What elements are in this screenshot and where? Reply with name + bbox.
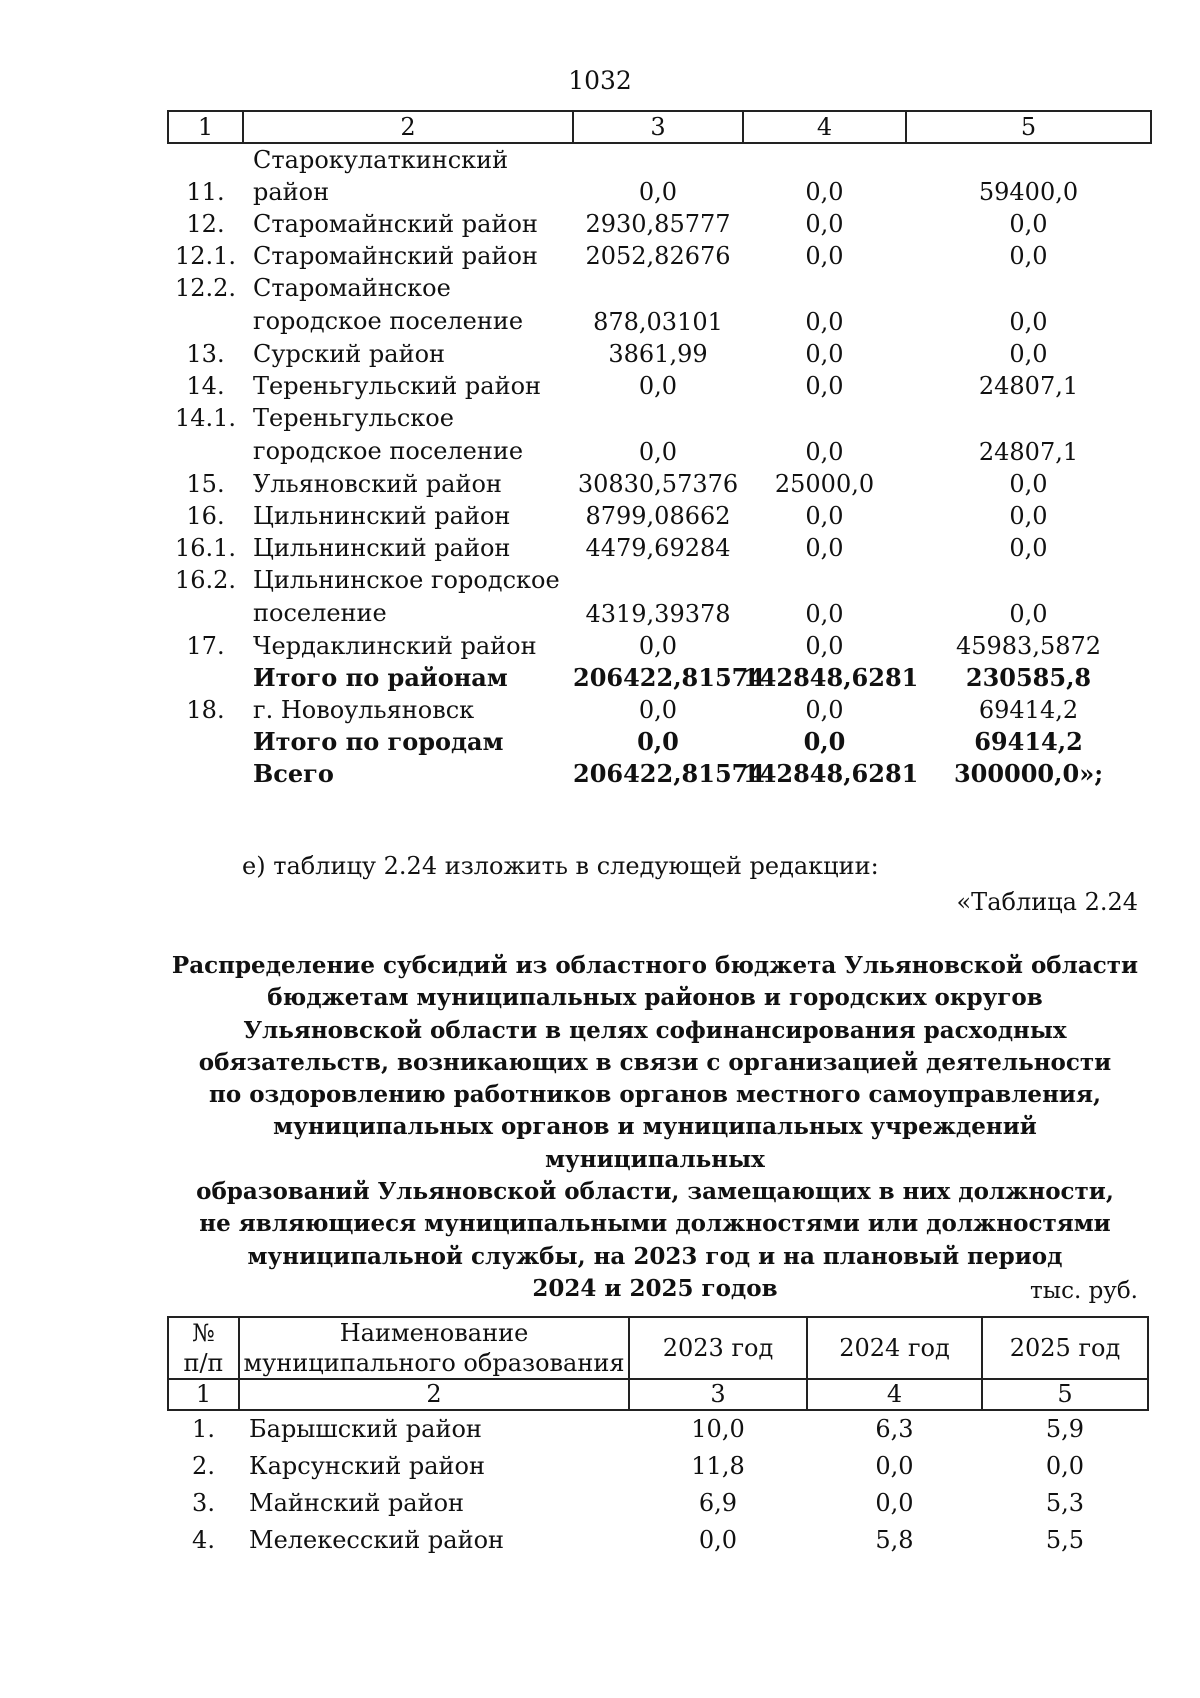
header-name-line1: Наименование (339, 1319, 529, 1347)
value-2025: 59400,0 (978, 178, 1079, 206)
value-2024: 0,0 (805, 696, 844, 724)
row-number: 14. (186, 372, 225, 400)
table-row (168, 630, 1151, 662)
value-2024: 5,8 (875, 1526, 914, 1554)
value-2024: 142848,6281 (743, 759, 919, 788)
heading-line: Ульяновской области в целях софинансирования расходных (243, 1016, 1067, 1044)
value-2025: 24807,1 (978, 372, 1079, 400)
value-2024: 0,0 (805, 534, 844, 562)
row-name: Мелекесский район (249, 1526, 505, 1554)
table-row (168, 338, 1151, 370)
heading-line: по оздоровлению работников органов местного самоуправления, (209, 1081, 1101, 1109)
value-2023: 206422,81574 (573, 759, 766, 788)
header-name (239, 1317, 629, 1379)
value-2024: 25000,0 (774, 470, 875, 498)
value-2024: 0,0 (803, 727, 846, 756)
value-2023: 2052,82676 (585, 242, 731, 270)
heading-line: муниципальных органов и муниципальных учреждений муниципальных (273, 1113, 1037, 1173)
header-cell: 2 (243, 111, 573, 143)
value-2025: 69414,2 (974, 727, 1083, 756)
row-number: 2. (192, 1452, 215, 1480)
value-2023: 6,9 (698, 1489, 738, 1517)
row-number: 11. (186, 178, 225, 206)
row-number (168, 726, 243, 758)
row-number (168, 758, 243, 790)
row-name: Старомайнское городское поселение (253, 274, 524, 335)
value-2023: 4479,69284 (585, 534, 731, 562)
header-cell: 4 (807, 1379, 982, 1410)
value-2025: 230585,8 (965, 663, 1092, 692)
value-2023: 4319,39378 (585, 600, 731, 628)
table-row (168, 1485, 1148, 1522)
table-heading (160, 950, 1150, 1305)
table-row-subtotal (168, 662, 1151, 694)
value-2023: 206422,81574 (573, 663, 766, 692)
table-header (168, 1317, 1148, 1379)
row-name: Старомайнский район (253, 210, 538, 238)
value-2023: 0,0 (637, 727, 679, 756)
row-name: Цильнинский район (253, 534, 511, 562)
row-number: 15. (186, 470, 225, 498)
value-2025: 0,0 (1009, 308, 1048, 336)
value-2025: 0,0 (1009, 210, 1048, 238)
row-number: 18. (186, 696, 225, 724)
row-number: 4. (192, 1526, 215, 1554)
value-2025: 45983,5872 (955, 632, 1102, 660)
value-2025: 5,9 (1045, 1415, 1085, 1443)
table-row (168, 564, 1151, 630)
heading-line: бюджетам муниципальных районов и городских округов (267, 984, 1043, 1012)
value-2025: 300000,0»; (953, 759, 1104, 788)
value-2023: 2930,85777 (585, 210, 731, 238)
value-2025: 0,0 (1009, 502, 1048, 530)
row-number: 12.2. (174, 274, 237, 302)
row-number: 3. (192, 1489, 215, 1517)
row-name: Итого по городам (253, 727, 504, 756)
row-number: 16.2. (174, 566, 237, 594)
value-2023: 0,0 (638, 372, 678, 400)
header-cell: 5 (906, 111, 1151, 143)
row-number: 14.1. (174, 404, 237, 432)
table-row (168, 694, 1151, 726)
table-row (168, 1410, 1148, 1448)
table-row (168, 370, 1151, 402)
value-2024: 142848,6281 (743, 663, 919, 692)
row-name: Ульяновский район (253, 470, 502, 498)
value-2023: 30830,57376 (577, 470, 739, 498)
row-number: 17. (186, 632, 225, 660)
value-2023: 0,0 (638, 696, 678, 724)
row-number (168, 662, 243, 694)
value-2025: 69414,2 (978, 696, 1079, 724)
header-cell: 2 (239, 1379, 629, 1410)
row-name: Майнский район (249, 1489, 465, 1517)
row-name: Тереньгульское городское поселение (253, 404, 524, 465)
value-2025: 0,0 (1009, 340, 1048, 368)
value-2024: 0,0 (805, 242, 844, 270)
row-name: Чердаклинский район (253, 632, 537, 660)
page-number: 1032 (568, 66, 632, 95)
row-number: 16. (186, 502, 225, 530)
amendment-instruction: е) таблицу 2.24 изложить в следующей редакции: (242, 852, 879, 880)
value-2025: 0,0 (1045, 1452, 1085, 1480)
header-cell: 3 (573, 111, 743, 143)
value-2023: 0,0 (698, 1526, 738, 1554)
header-number-line2: п/п (183, 1349, 224, 1377)
header-2024: 2024 год (807, 1317, 982, 1379)
header-cell: 4 (743, 111, 906, 143)
header-number-line1: № (192, 1319, 215, 1347)
row-name: Барышский район (249, 1415, 482, 1443)
header-cell: 3 (629, 1379, 807, 1410)
value-2023: 0,0 (638, 178, 678, 206)
row-name: Тереньгульский район (253, 372, 542, 400)
subsidy-table-2-24 (167, 1316, 1149, 1559)
row-name: Цильнинский район (253, 502, 511, 530)
table-row (168, 402, 1151, 468)
table-row (168, 143, 1151, 208)
header-number (168, 1317, 239, 1379)
value-2023: 3861,99 (608, 340, 708, 368)
table-row (168, 1522, 1148, 1559)
row-name: г. Новоульяновск (253, 696, 475, 724)
value-2024: 0,0 (805, 178, 844, 206)
table-header-numbers (168, 111, 1151, 143)
header-2025: 2025 год (982, 1317, 1148, 1379)
value-2024: 0,0 (805, 308, 844, 336)
heading-line: образований Ульяновской области, замещающих в них должности, (196, 1178, 1114, 1206)
value-2024: 0,0 (875, 1489, 914, 1517)
row-number: 13. (186, 340, 225, 368)
heading-line: муниципальной службы, на 2023 год и на плановый период (247, 1242, 1063, 1270)
table-header-numbers (168, 1379, 1148, 1410)
value-2023: 0,0 (638, 438, 678, 466)
row-name: Старокулаткинский район (253, 146, 509, 206)
row-number: 12.1. (174, 242, 237, 270)
header-cell: 1 (168, 111, 243, 143)
value-2024: 0,0 (805, 210, 844, 238)
row-name: Всего (253, 759, 334, 788)
value-2024: 6,3 (875, 1415, 914, 1443)
heading-line: не являющиеся муниципальными должностями или должностями (199, 1210, 1111, 1238)
value-2023: 878,03101 (593, 308, 723, 336)
units-label: тыс. руб. (1030, 1278, 1138, 1304)
row-name: Итого по районам (253, 663, 508, 692)
table-row (168, 208, 1151, 240)
header-name-line2: муниципального образования (243, 1349, 625, 1377)
row-name: Сурский район (253, 340, 446, 368)
value-2024: 0,0 (805, 502, 844, 530)
heading-line: Распределение субсидий из областного бюджета Ульяновской области (171, 952, 1139, 979)
value-2023: 10,0 (691, 1415, 745, 1443)
table-row-subtotal (168, 726, 1151, 758)
table-row (168, 500, 1151, 532)
table-row (168, 240, 1151, 272)
table-row-total (168, 758, 1151, 790)
row-number: 1. (192, 1415, 215, 1443)
heading-line: 2024 и 2025 годов (532, 1274, 778, 1302)
value-2023: 8799,08662 (585, 502, 731, 530)
table-row (168, 1448, 1148, 1485)
value-2024: 0,0 (805, 372, 844, 400)
value-2025: 0,0 (1009, 470, 1048, 498)
value-2025: 0,0 (1009, 242, 1048, 270)
value-2025: 5,3 (1045, 1489, 1085, 1517)
subsidy-table-continuation (167, 110, 1152, 790)
header-2023: 2023 год (629, 1317, 807, 1379)
value-2023: 0,0 (638, 632, 678, 660)
value-2024: 0,0 (805, 600, 844, 628)
row-name: Цильнинское городское поселение (253, 566, 560, 627)
row-name: Старомайнский район (253, 242, 538, 270)
row-name: Карсунский район (249, 1452, 485, 1480)
table-row (168, 272, 1151, 338)
header-cell: 5 (982, 1379, 1148, 1410)
heading-line: обязательств, возникающих в связи с организацией деятельности (198, 1048, 1112, 1076)
value-2025: 0,0 (1009, 600, 1048, 628)
value-2024: 0,0 (875, 1452, 914, 1480)
table-row (168, 532, 1151, 564)
row-number: 12. (186, 210, 225, 238)
value-2025: 24807,1 (978, 438, 1079, 466)
header-cell: 1 (168, 1379, 239, 1410)
table-row (168, 468, 1151, 500)
value-2024: 0,0 (805, 438, 844, 466)
value-2025: 0,0 (1009, 534, 1048, 562)
value-2024: 0,0 (805, 340, 844, 368)
table-label: «Таблица 2.24 (956, 888, 1138, 916)
value-2025: 5,5 (1045, 1526, 1085, 1554)
value-2024: 0,0 (805, 632, 844, 660)
row-number: 16.1. (174, 534, 237, 562)
value-2023: 11,8 (691, 1452, 745, 1480)
